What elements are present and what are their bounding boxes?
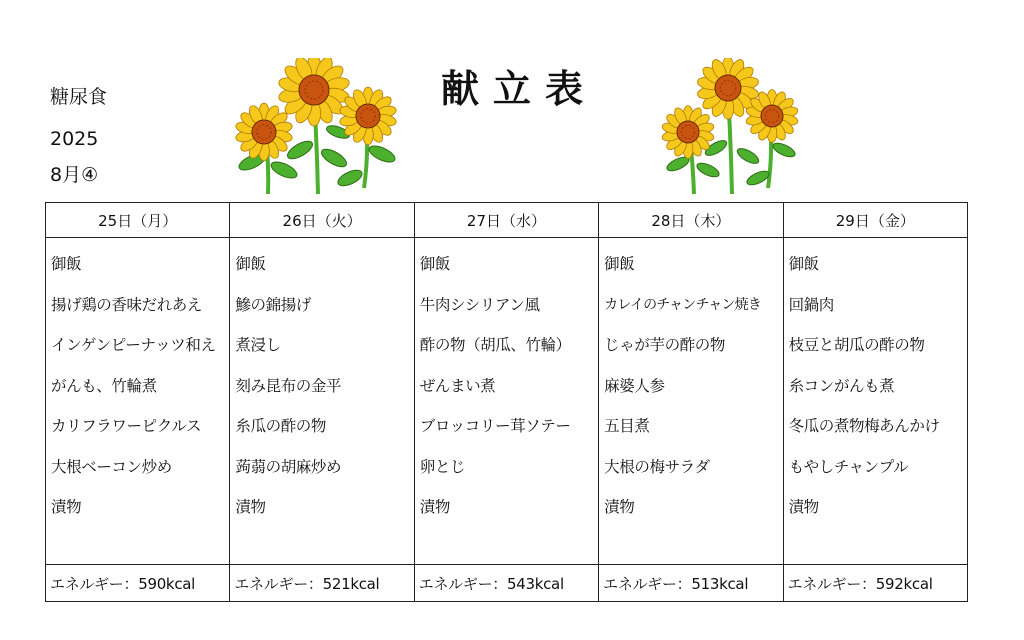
dish-item: 牛肉シシリアン風 (419, 295, 540, 314)
dish-item: 漬物 (788, 498, 819, 516)
diet-type-label: 糖尿食 (50, 86, 108, 108)
dish-item: 冬瓜の煮物梅あんかけ (788, 417, 940, 435)
dish-item: 大根ベーコン炒め (51, 457, 172, 476)
day-header-row (46, 203, 968, 238)
period-label: 8月④ (50, 164, 99, 186)
dish-item: 御飯 (604, 255, 635, 273)
dish-item: 酢の物（胡瓜、竹輪） (419, 336, 571, 354)
dishes-cell-wed (414, 238, 598, 565)
dish-item: カレイのチャンチャン焼き (604, 296, 762, 313)
energy-cell-thu: エネルギー：513kcal (599, 565, 783, 602)
sunflower-cluster-icon (660, 58, 800, 198)
dish-item: 煮浸し (235, 336, 281, 354)
dish-item: 御飯 (419, 255, 450, 273)
year-label: 2025 (50, 128, 99, 150)
dish-item: インゲンピーナッツ和え (51, 336, 216, 354)
energy-cell-wed: エネルギー：543kcal (414, 565, 598, 602)
day-header-tue: 26日（火） (230, 203, 414, 238)
energy-cell-tue: エネルギー：521kcal (230, 565, 414, 602)
dishes-row (46, 238, 968, 565)
dish-item: 五目煮 (604, 417, 650, 435)
day-header-fri: 29日（金） (783, 203, 967, 238)
energy-row (46, 565, 968, 602)
dish-item: 揚げ鶏の香味だれあえ (51, 295, 203, 314)
dish-item: ぜんまい煮 (419, 376, 496, 395)
dishes-cell-mon (46, 238, 230, 565)
day-header-wed: 27日（水） (414, 203, 598, 238)
sunflower-cluster-icon (226, 58, 406, 198)
dish-item: じゃが芋の酢の物 (604, 336, 725, 354)
dish-item: 御飯 (235, 255, 266, 273)
dishes-cell-tue (230, 238, 414, 565)
dishes-cell-fri (783, 238, 967, 565)
dish-item: 御飯 (788, 255, 819, 273)
dish-item: ブロッコリー茸ソテー (419, 417, 571, 435)
dish-item: 鰺の錦揚げ (235, 295, 311, 314)
page-title: 献立表 (440, 67, 597, 111)
dish-item: 麻婆人参 (604, 376, 665, 395)
dish-item: 糸瓜の酢の物 (235, 417, 326, 435)
dish-item: 蒟蒻の胡麻炒め (235, 457, 342, 476)
energy-cell-mon: エネルギー：590kcal (46, 565, 230, 602)
energy-cell-fri: エネルギー：592kcal (783, 565, 967, 602)
dish-item: 枝豆と胡瓜の酢の物 (788, 336, 925, 354)
dish-item: がんも、竹輪煮 (51, 376, 157, 395)
day-header-thu: 28日（木） (599, 203, 783, 238)
dish-item: 卵とじ (419, 457, 466, 476)
dish-item: もやしチャンプル (788, 457, 909, 476)
menu-table (45, 202, 968, 602)
dish-item: 回鍋肉 (788, 295, 834, 314)
dish-item: 漬物 (51, 498, 82, 516)
dish-item: 糸コンがんも煮 (788, 376, 895, 395)
day-header-mon: 25日（月） (46, 203, 230, 238)
dishes-cell-thu (599, 238, 783, 565)
dish-item: 漬物 (604, 498, 635, 516)
dish-item: カリフラワーピクルス (51, 417, 202, 435)
dish-item: 刻み昆布の金平 (235, 376, 342, 395)
dish-item: 御飯 (51, 255, 82, 273)
dish-item: 漬物 (235, 498, 266, 516)
dish-item: 大根の梅サラダ (604, 457, 710, 476)
dish-item: 漬物 (419, 498, 450, 516)
